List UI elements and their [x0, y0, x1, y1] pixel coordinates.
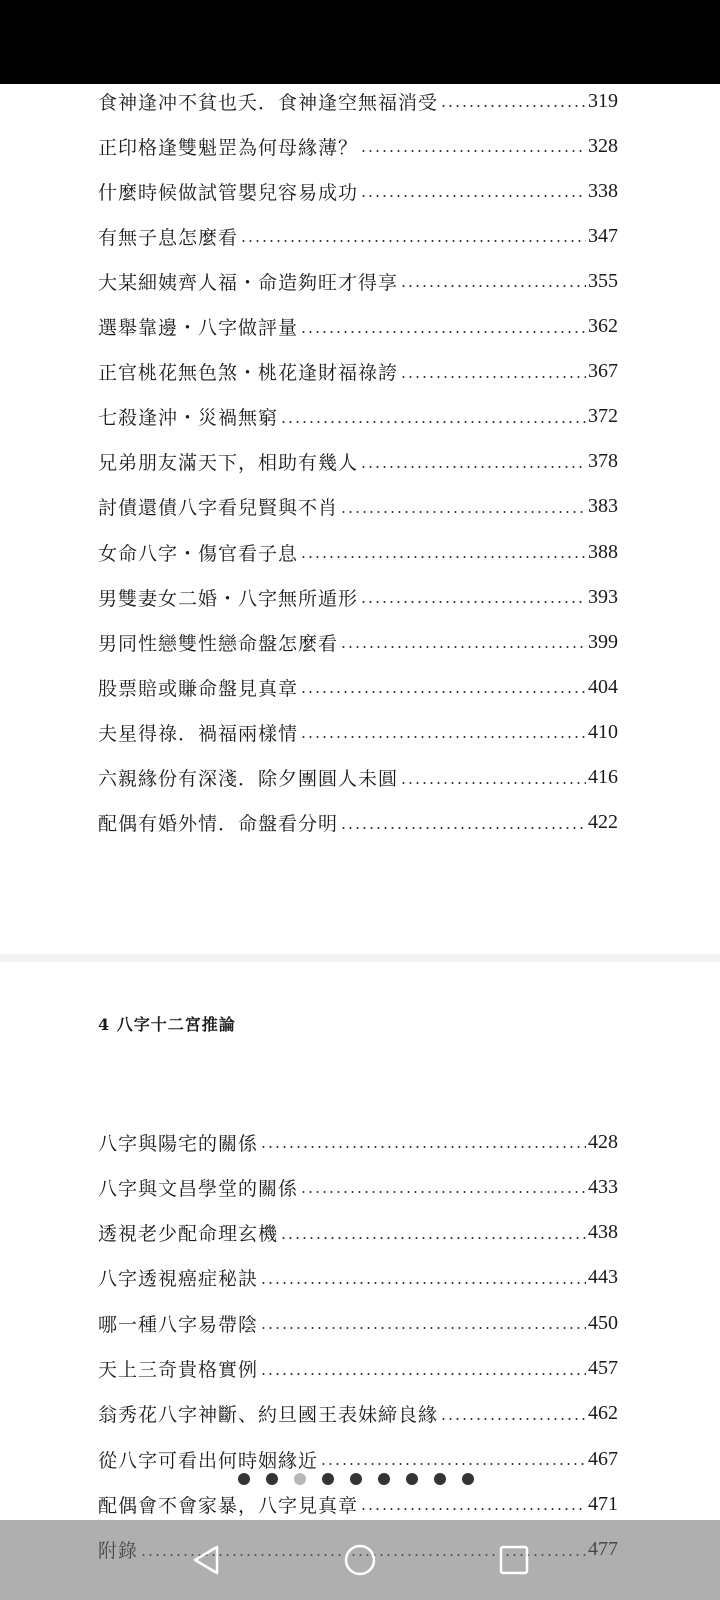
toc-entry-page-number: 319: [588, 89, 618, 112]
toc-entry-page-number: 467: [588, 1447, 618, 1470]
toc-dot-leader: [300, 736, 586, 738]
toc-entry-title: 夫星得祿．禍福兩樣情: [98, 722, 299, 745]
toc-dot-leader: [400, 376, 586, 378]
toc-entry: [98, 264, 618, 298]
page-indicator-dot[interactable]: [238, 1473, 250, 1485]
toc-entry-page-number: 428: [588, 1130, 618, 1153]
toc-entry-title: 翁秀花八字神斷、約旦國王表妹締良緣: [98, 1404, 439, 1427]
toc-entry-title: 配偶有婚外情．命盤看分明: [98, 813, 339, 836]
toc-entry-title: 食神逢冲不貧也夭．食神逢空無福消受: [98, 91, 439, 114]
toc-entry: [98, 806, 618, 840]
toc-entry-title: 正官桃花無色煞・桃花逢財福祿誇: [98, 362, 399, 385]
toc-dot-leader: [360, 195, 586, 197]
toc-entry-title: 哪一種八字易帶陰: [98, 1313, 259, 1336]
toc-dot-leader: [360, 466, 586, 468]
navigation-bar: [0, 1520, 720, 1600]
toc-entry: [98, 1125, 618, 1159]
page-indicator-dot[interactable]: [378, 1473, 390, 1485]
toc-entry-page-number: 438: [588, 1221, 618, 1244]
toc-entry-page-number: 388: [588, 540, 618, 563]
toc-dot-leader: [340, 511, 586, 513]
toc-entry-page-number: 443: [588, 1266, 618, 1289]
toc-entry-title: 男同性戀雙性戀命盤怎麼看: [98, 632, 339, 655]
toc-entry: [98, 670, 618, 704]
toc-entry: [98, 445, 618, 479]
toc-entry: [98, 761, 618, 795]
toc-entry-title: 透視老少配命理玄機: [98, 1223, 279, 1246]
toc-entry-title: 男雙妻女二婚・八字無所遁形: [98, 587, 359, 610]
toc-dot-leader: [440, 105, 586, 107]
toc-entry-page-number: 378: [588, 450, 618, 473]
toc-entry-page-number: 416: [588, 766, 618, 788]
toc-dot-leader: [400, 285, 586, 287]
toc-entry-title: 天上三奇貴格實例: [98, 1359, 259, 1381]
page-indicator-dot[interactable]: [350, 1473, 362, 1485]
toc-dot-leader: [340, 827, 586, 829]
toc-entry-title: 討債還債八字看兒賢與不肖: [98, 497, 339, 520]
status-bar: [0, 0, 720, 84]
toc-dot-leader: [360, 601, 586, 603]
toc-entry-title: 八字與陽宅的關係: [98, 1132, 259, 1155]
toc-entry: [98, 174, 618, 208]
toc-dot-leader: [300, 331, 586, 333]
toc-dot-leader: [260, 1373, 586, 1375]
toc-entry-page-number: 372: [588, 405, 618, 428]
toc-entry-title: 八字與文昌學堂的關係: [98, 1177, 299, 1200]
toc-entry: [98, 1261, 618, 1295]
toc-entry-title: 什麼時候做試管嬰兒容易成功: [98, 181, 359, 204]
toc-entry: [98, 1397, 618, 1431]
toc-entry-page-number: 399: [588, 630, 618, 653]
toc-dot-leader: [400, 782, 586, 784]
toc-entry-title: 股票賠或賺命盤見真章: [98, 677, 299, 700]
page-separator: [0, 954, 720, 962]
toc-entry-page-number: 404: [588, 675, 618, 698]
toc-entry: [98, 715, 618, 749]
toc-entry-page-number: 362: [588, 315, 618, 337]
toc-entry: [98, 1170, 618, 1204]
page-indicator[interactable]: [238, 1472, 474, 1486]
toc-entry-title: 兄弟朋友滿天下，相助有幾人: [98, 452, 359, 475]
home-circle-icon: [343, 1543, 377, 1577]
running-header: 4 八字十二宮推論: [98, 1015, 236, 1034]
toc-entry: [98, 84, 618, 118]
toc-entry: [98, 1487, 618, 1521]
toc-entry-page-number: 410: [588, 720, 618, 743]
page-indicator-dot[interactable]: [322, 1473, 334, 1485]
toc-entry-page-number: 471: [588, 1492, 618, 1515]
page-indicator-dot[interactable]: [266, 1473, 278, 1485]
toc-entry-page-number: 355: [588, 269, 618, 292]
toc-entry-page-number: 433: [588, 1175, 618, 1198]
toc-dot-leader: [260, 1327, 586, 1329]
toc-entry-page-number: 383: [588, 495, 618, 518]
toc-entry-title: 選舉靠邊・八字做評量: [98, 317, 299, 339]
toc-entry: [98, 1352, 618, 1386]
toc-entry-page-number: 393: [588, 585, 618, 608]
toc-dot-leader: [320, 1463, 586, 1465]
toc-entry-title: 女命八字・傷官看子息: [98, 542, 299, 565]
toc-dot-leader: [360, 1508, 586, 1510]
toc-dot-leader: [360, 150, 586, 152]
toc-entry-page-number: 367: [588, 360, 618, 383]
toc-entry-title: 有無子息怎麼看: [98, 226, 239, 249]
toc-entry: [98, 1216, 618, 1250]
toc-entry: [98, 219, 618, 253]
home-button[interactable]: [340, 1540, 380, 1580]
toc-dot-leader: [240, 240, 586, 242]
toc-entry: [98, 400, 618, 434]
page-indicator-dot[interactable]: [294, 1473, 306, 1485]
toc-entry: [98, 580, 618, 614]
toc-entry-title: 從八字可看出何時姻緣近: [98, 1449, 319, 1472]
toc-dot-leader: [260, 1146, 586, 1148]
page-indicator-dot[interactable]: [434, 1473, 446, 1485]
recent-square-icon: [498, 1544, 530, 1576]
toc-entry-title: 配偶會不會家暴，八字見真章: [98, 1494, 359, 1517]
toc-entry-page-number: 457: [588, 1357, 618, 1379]
page-indicator-dot[interactable]: [406, 1473, 418, 1485]
page-indicator-dot[interactable]: [462, 1473, 474, 1485]
toc-dot-leader: [300, 556, 586, 558]
toc-entry-page-number: 450: [588, 1311, 618, 1334]
back-triangle-icon: [191, 1544, 221, 1576]
toc-entry: [98, 490, 618, 524]
toc-entry: [98, 355, 618, 389]
toc-entry-page-number: 347: [588, 224, 618, 247]
book-page-1: [0, 84, 720, 954]
toc-entry: [98, 129, 618, 163]
toc-entry-page-number: 422: [588, 811, 618, 834]
book-page-2: [0, 962, 720, 1600]
recent-apps-button[interactable]: [494, 1540, 534, 1580]
toc-entry-title: 大某細姨齊人福・命造夠旺才得享: [98, 271, 399, 294]
toc-entry-page-number: 462: [588, 1402, 618, 1425]
toc-entry-title: 八字透視癌症秘訣: [98, 1268, 259, 1291]
toc-entry-title: 正印格逢雙魁罡為何母緣薄？: [98, 136, 359, 159]
toc-dot-leader: [300, 1191, 586, 1193]
toc-dot-leader: [280, 1237, 586, 1239]
toc-entry: [98, 310, 618, 344]
toc-entry: [98, 625, 618, 659]
toc-entry-title: 七殺逢沖・災禍無窮: [98, 407, 279, 430]
toc-entry-page-number: 328: [588, 134, 618, 157]
toc-dot-leader: [300, 691, 586, 693]
toc-dot-leader: [440, 1418, 586, 1420]
toc-entry: [98, 1442, 618, 1476]
back-button[interactable]: [186, 1540, 226, 1580]
toc-entry: [98, 1306, 618, 1340]
toc-dot-leader: [280, 421, 586, 423]
toc-entry: [98, 535, 618, 569]
toc-entry-title: 六親緣份有深淺．除夕團圓人未圓: [98, 768, 399, 790]
toc-dot-leader: [260, 1282, 586, 1284]
toc-dot-leader: [340, 646, 586, 648]
toc-entry-page-number: 338: [588, 179, 618, 202]
